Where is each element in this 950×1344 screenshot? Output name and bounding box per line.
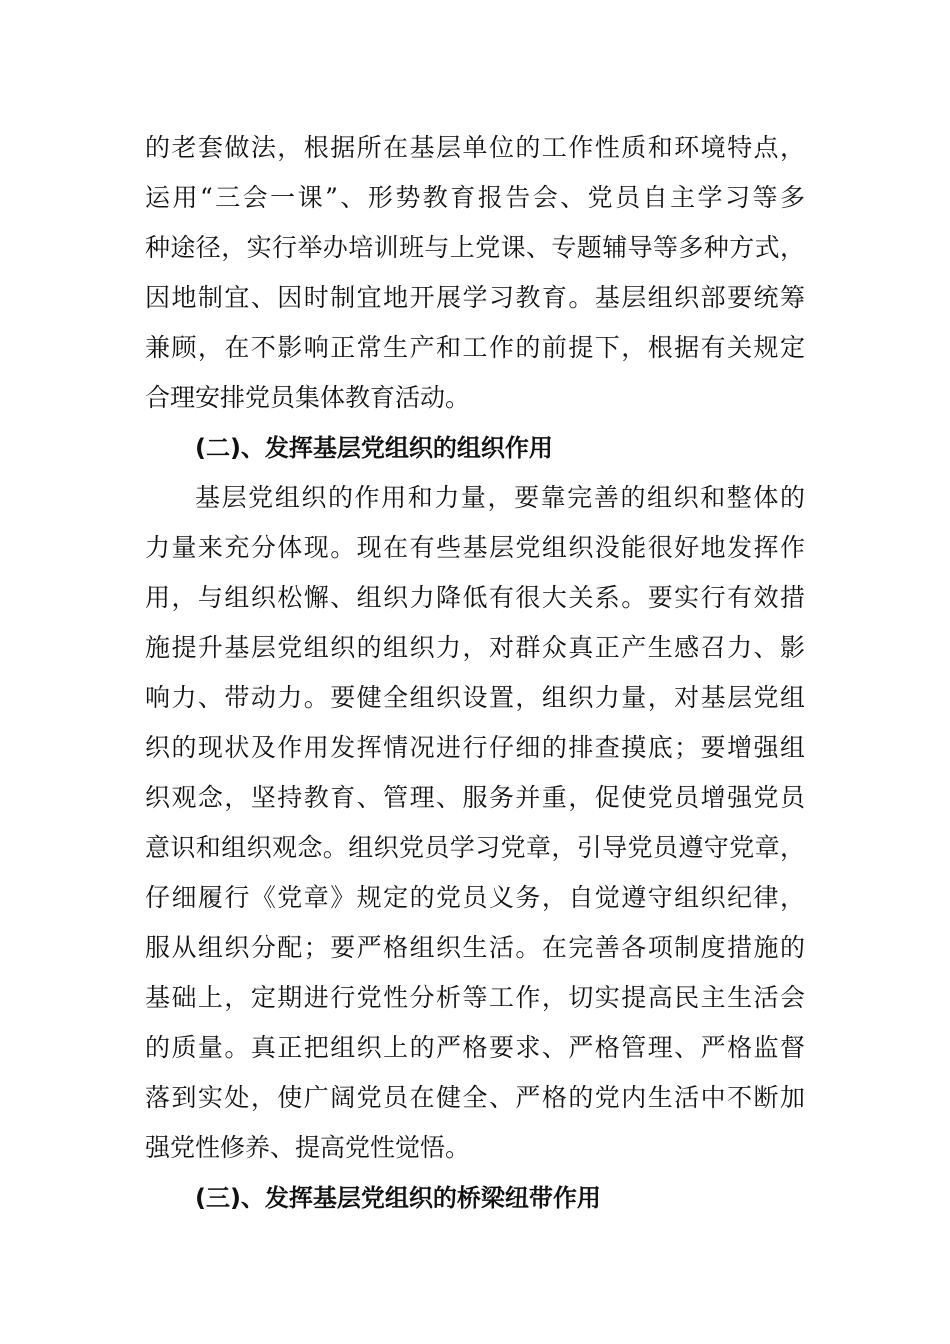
text-line: 兼顾，在不影响正常生产和工作的前提下，根据有关规定 xyxy=(145,333,805,362)
section-heading: (二)、发挥基层党组织的组织作用 xyxy=(195,434,553,462)
text-line: 用，与组织松懈、组织力降低有很大关系。要实行有效措 xyxy=(145,583,805,612)
text-line: 落到实处，使广阔党员在健全、严格的党内生活中不断加 xyxy=(145,1083,805,1112)
text-line: 基层党组织的作用和力量，要靠完善的组织和整体的 xyxy=(195,483,805,512)
text-line: 的质量。真正把组织上的严格要求、严格管理、严格监督 xyxy=(145,1033,805,1062)
text-line: 因地制宜、因时制宜地开展学习教育。基层组织部要统筹 xyxy=(145,283,805,312)
text-line: 力量来充分体现。现在有些基层党组织没能很好地发挥作 xyxy=(145,533,805,562)
text-line: 意识和组织观念。组织党员学习党章，引导党员遵守党章， xyxy=(145,833,805,862)
text-line: 响力、带动力。要健全组织设置，组织力量，对基层党组 xyxy=(145,683,805,712)
text-line: 运用“三会一课”、形势教育报告会、党员自主学习等多 xyxy=(145,183,805,212)
text-line: 的老套做法，根据所在基层单位的工作性质和环境特点， xyxy=(145,133,805,162)
text-line: 合理安排党员集体教育活动。 xyxy=(145,383,471,412)
section-heading: (三)、发挥基层党组织的桥梁纽带作用 xyxy=(195,1184,601,1212)
text-line: 织观念，坚持教育、管理、服务并重，促使党员增强党员 xyxy=(145,783,805,812)
text-line: 施提升基层党组织的组织力，对群众真正产生感召力、影 xyxy=(145,633,805,662)
text-line: 服从组织分配；要严格组织生活。在完善各项制度措施的 xyxy=(145,933,805,962)
text-line: 仔细履行《党章》规定的党员义务，自觉遵守组织纪律， xyxy=(145,883,805,912)
text-line: 织的现状及作用发挥情况进行仔细的排查摸底；要增强组 xyxy=(145,733,805,762)
text-line: 强党性修养、提高党性觉悟。 xyxy=(145,1133,471,1162)
text-line: 基础上，定期进行党性分析等工作，切实提高民主生活会 xyxy=(145,983,805,1012)
text-line: 种途径，实行举办培训班与上党课、专题辅导等多种方式， xyxy=(145,233,805,262)
